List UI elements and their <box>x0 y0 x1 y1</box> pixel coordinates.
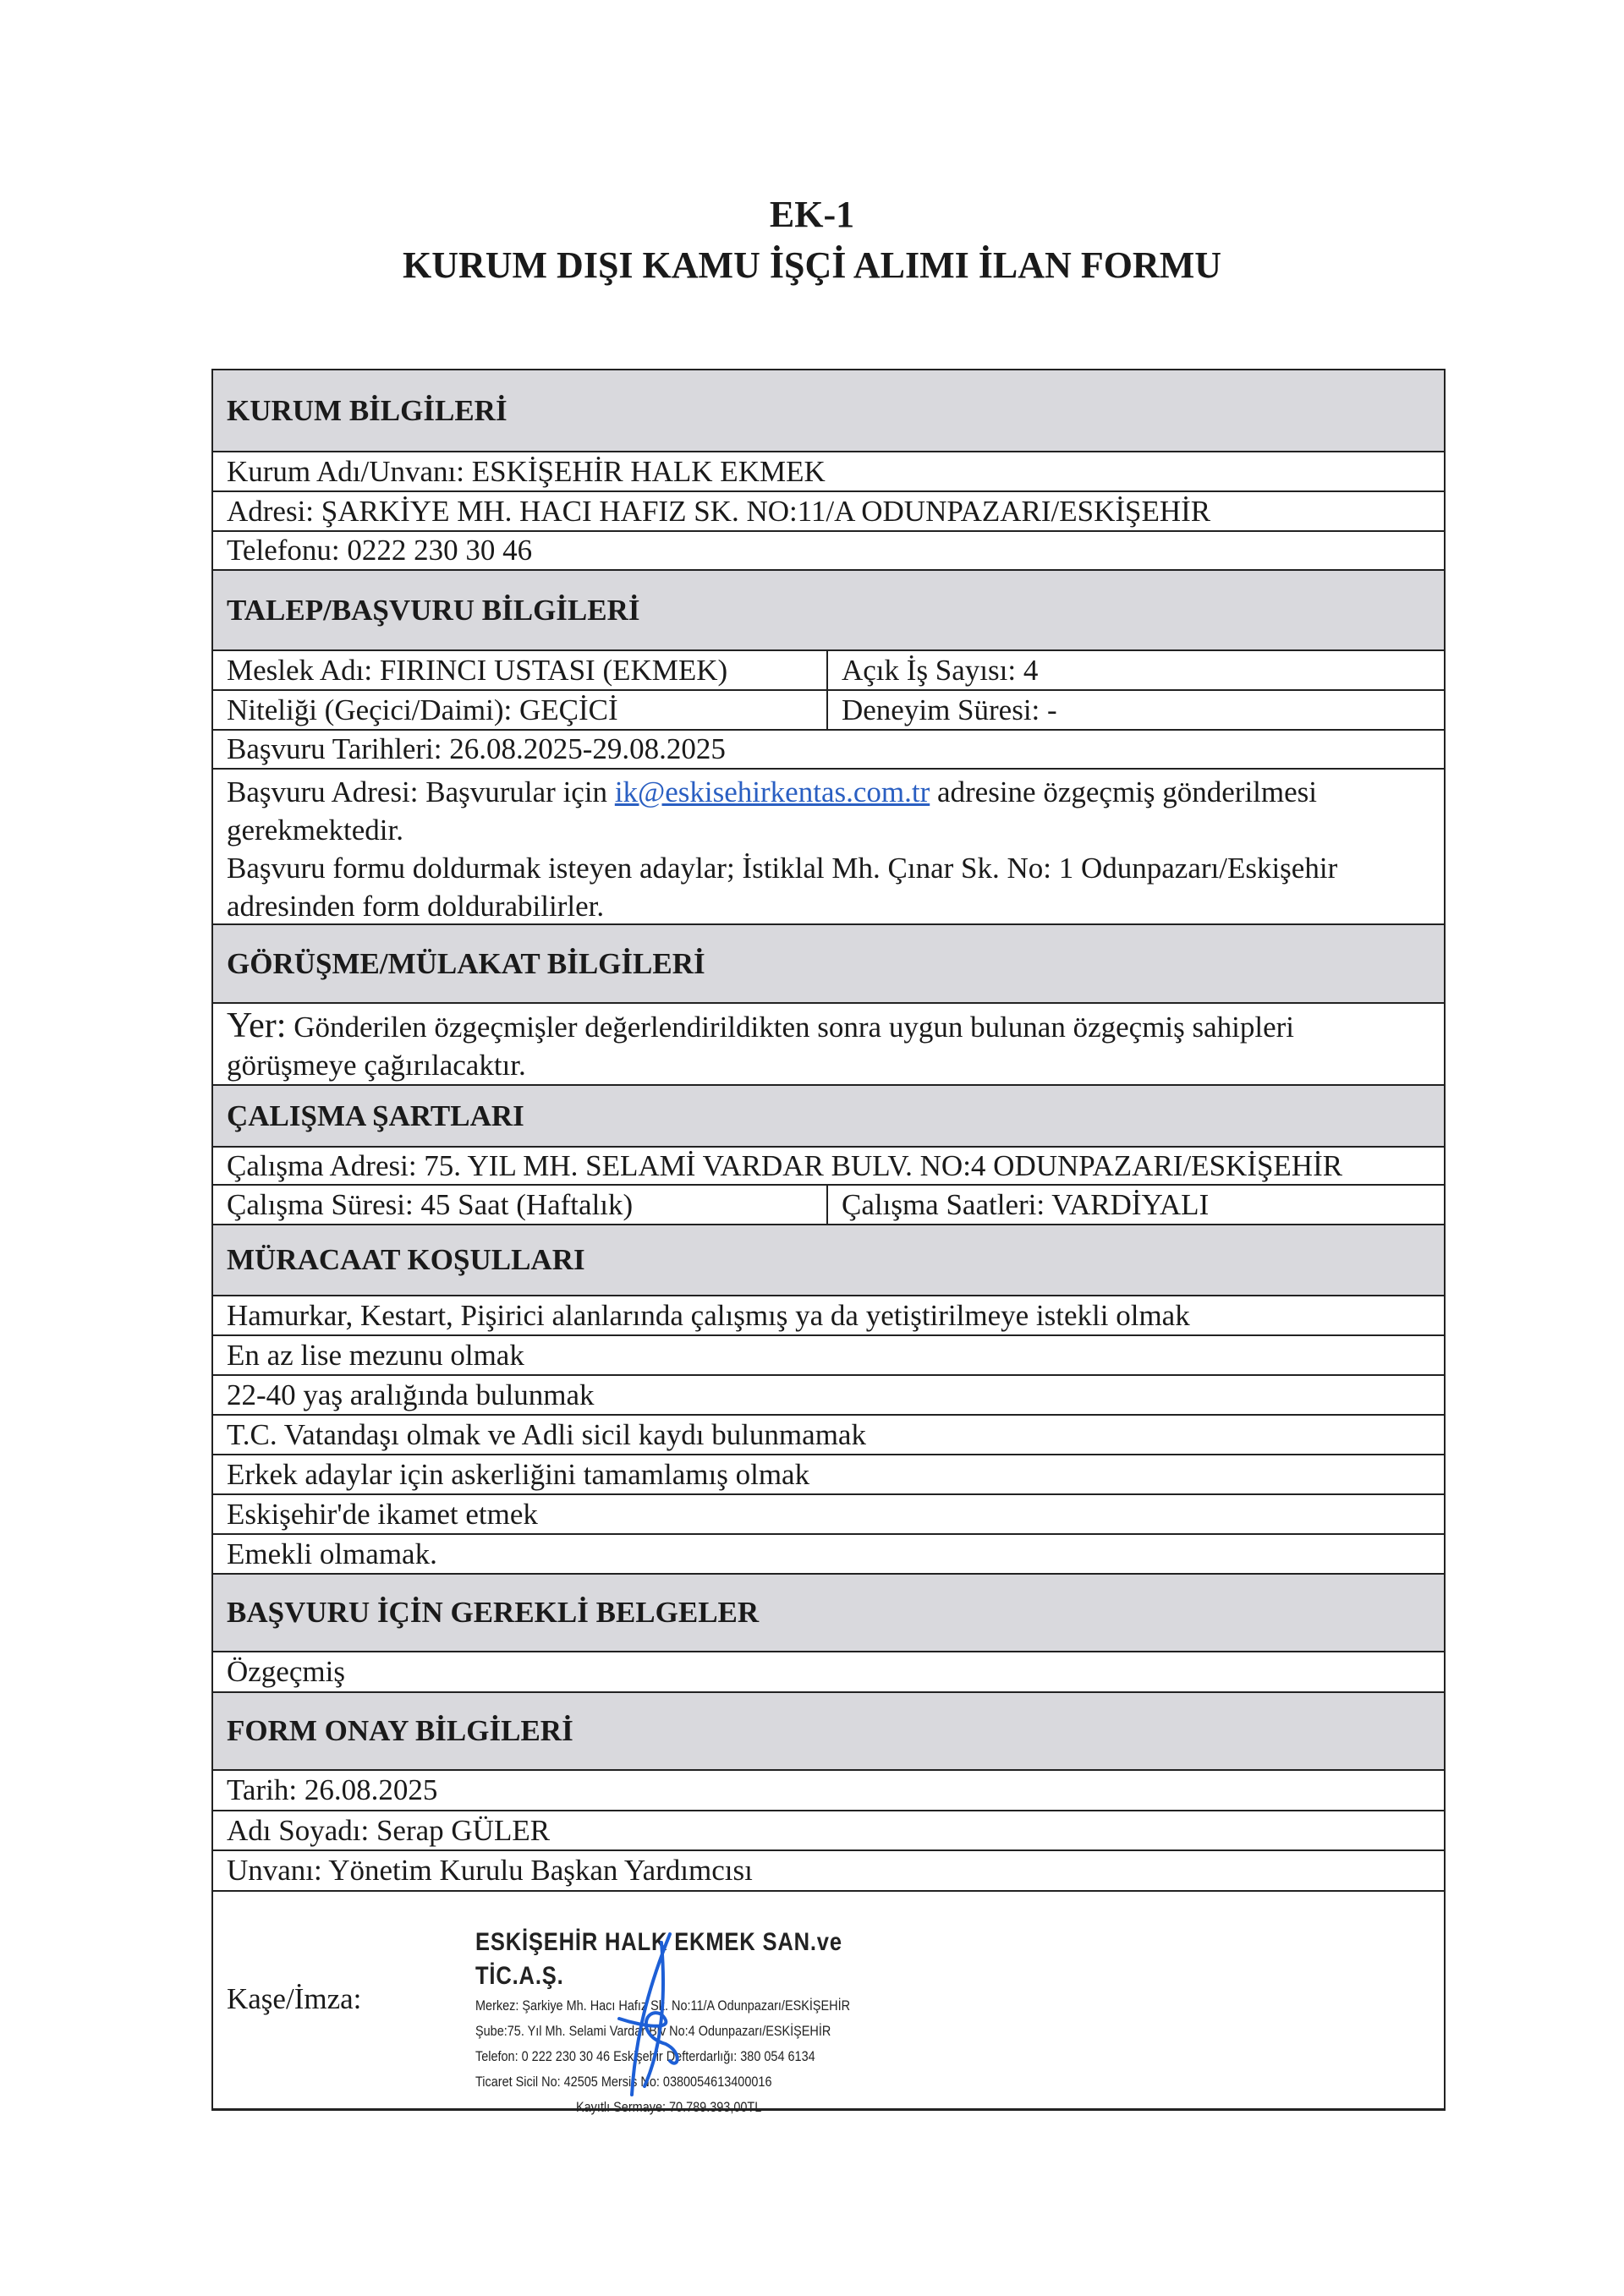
meslek: Meslek Adı: FIRINCI USTASI (EKMEK) <box>213 651 828 689</box>
section-gorusme-header: GÖRÜŞME/MÜLAKAT BİLGİLERİ <box>213 923 1444 1002</box>
form-table <box>211 369 1446 2115</box>
stamp-company-name: ESKİŞEHİR HALK EKMEK SAN.ve TİC.A.Ş. <box>475 1928 842 1990</box>
section-talep-header: TALEP/BAŞVURU BİLGİLERİ <box>213 569 1444 649</box>
kurum-name: Kurum Adı/Unvanı: ESKİŞEHİR HALK EKMEK <box>213 451 1444 490</box>
muracaat-item: Hamurkar, Kestart, Pişirici alanlarında çalışmış ya da yetiştirilmeye istekli olmak <box>213 1295 1444 1334</box>
onay-tarih: Tarih: 26.08.2025 <box>213 1769 1444 1810</box>
muracaat-item: Emekli olmamak. <box>213 1533 1444 1573</box>
form-note: Başvuru formu doldurmak isteyen adaylar; İstiklal Mh. Çınar Sk. No: 1 Odunpazarı/Eskişehir adresinden form doldurabilirler. <box>227 852 1338 923</box>
basvuru-adresi <box>213 768 1444 923</box>
basvuru-adresi-pre: Başvuru Adresi: Başvurular için <box>227 775 615 808</box>
muracaat-item: Eskişehir'de ikamet etmek <box>213 1493 1444 1533</box>
email-link[interactable]: ik@eskisehirkentas.com.tr <box>614 775 930 808</box>
signature-icon <box>602 1926 704 2112</box>
calisma-adresi: Çalışma Adresi: 75. YIL MH. SELAMİ VARDAR BULV. NO:4 ODUNPAZARI/ESKİŞEHİR <box>213 1146 1444 1184</box>
gorusme-yer <box>213 1002 1444 1084</box>
acik-is-sayisi: Açık İş Sayısı: 4 <box>842 653 1039 687</box>
stamp-line: Şube:75. Yıl Mh. Selami Vardar Blv No:4 Odunpazarı/ESKİŞEHİR <box>475 2023 831 2039</box>
onay-adi-soyadi: Adı Soyadı: Serap GÜLER <box>213 1810 1444 1849</box>
belge-item: Özgeçmiş <box>213 1651 1444 1691</box>
form-title: KURUM DIŞI KAMU İŞÇİ ALIMI İLAN FORMU <box>402 244 1222 286</box>
section-calisma-header: ÇALIŞMA ŞARTLARI <box>213 1084 1444 1146</box>
stamp-line: Telefon: 0 222 230 30 46 Eskişehir Defterdarlığı: 380 054 6134 <box>475 2048 815 2064</box>
stamp-line: Merkez: Şarkiye Mh. Hacı Hafız Sk. No:11/A Odunpazarı/ESKİŞEHİR <box>475 1997 851 2014</box>
kurum-phone: Telefonu: 0222 230 30 46 <box>213 530 1444 569</box>
yer-text: Gönderilen özgeçmişler değerlendirildikten sonra uygun bulunan özgeçmiş sahipleri görüşmeye çağırılacaktır. <box>227 1011 1295 1082</box>
muracaat-item: Erkek adaylar için askerliğini tamamlamış olmak <box>213 1454 1444 1493</box>
onay-unvani: Unvanı: Yönetim Kurulu Başkan Yardımcısı <box>213 1849 1444 1890</box>
calisma-suresi: Çalışma Süresi: 45 Saat (Haftalık) <box>213 1186 828 1224</box>
basvuru-adresi-post: adresine özgeçmiş gönderilmesi gerekmektedir. <box>227 775 1318 847</box>
kurum-address: Adresi: ŞARKİYE MH. HACI HAFIZ SK. NO:11/A ODUNPAZARI/ESKİŞEHİR <box>213 490 1444 530</box>
stamp-line: Kayıtlı Sermaye: 70.789.393,00TL <box>576 2099 762 2115</box>
section-kurum-header: KURUM BİLGİLERİ <box>213 370 1444 451</box>
calisma-row <box>213 1184 1444 1224</box>
calisma-saatleri: Çalışma Saatleri: VARDİYALI <box>842 1187 1210 1221</box>
muracaat-item: En az lise mezunu olmak <box>213 1334 1444 1374</box>
nitelik: Niteliği (Geçici/Daimi): GEÇİCİ <box>213 691 828 729</box>
section-muracaat-header: MÜRACAAT KOŞULLARI <box>213 1224 1444 1295</box>
section-onay-header: FORM ONAY BİLGİLERİ <box>213 1691 1444 1769</box>
yer-label: Yer: <box>227 1006 287 1045</box>
talep-row-2 <box>213 689 1444 729</box>
stamp-line: Ticaret Sicil No: 42505 Mersis No: 0380054613400016 <box>475 2074 772 2090</box>
deneyim-suresi: Deneyim Süresi: - <box>842 693 1057 726</box>
kase-imza-row <box>213 1890 1444 2115</box>
talep-row-1 <box>213 649 1444 689</box>
muracaat-item: 22-40 yaş aralığında bulunmak <box>213 1374 1444 1414</box>
muracaat-item: T.C. Vatandaşı olmak ve Adli sicil kaydı bulunmamak <box>213 1414 1444 1454</box>
section-belgeler-header: BAŞVURU İÇİN GEREKLİ BELGELER <box>213 1573 1444 1651</box>
form-annex-label: EK-1 <box>769 194 855 235</box>
basvuru-tarihleri: Başvuru Tarihleri: 26.08.2025-29.08.2025 <box>213 729 1444 768</box>
kase-imza-label: Kaşe/İmza: <box>227 1982 362 2015</box>
